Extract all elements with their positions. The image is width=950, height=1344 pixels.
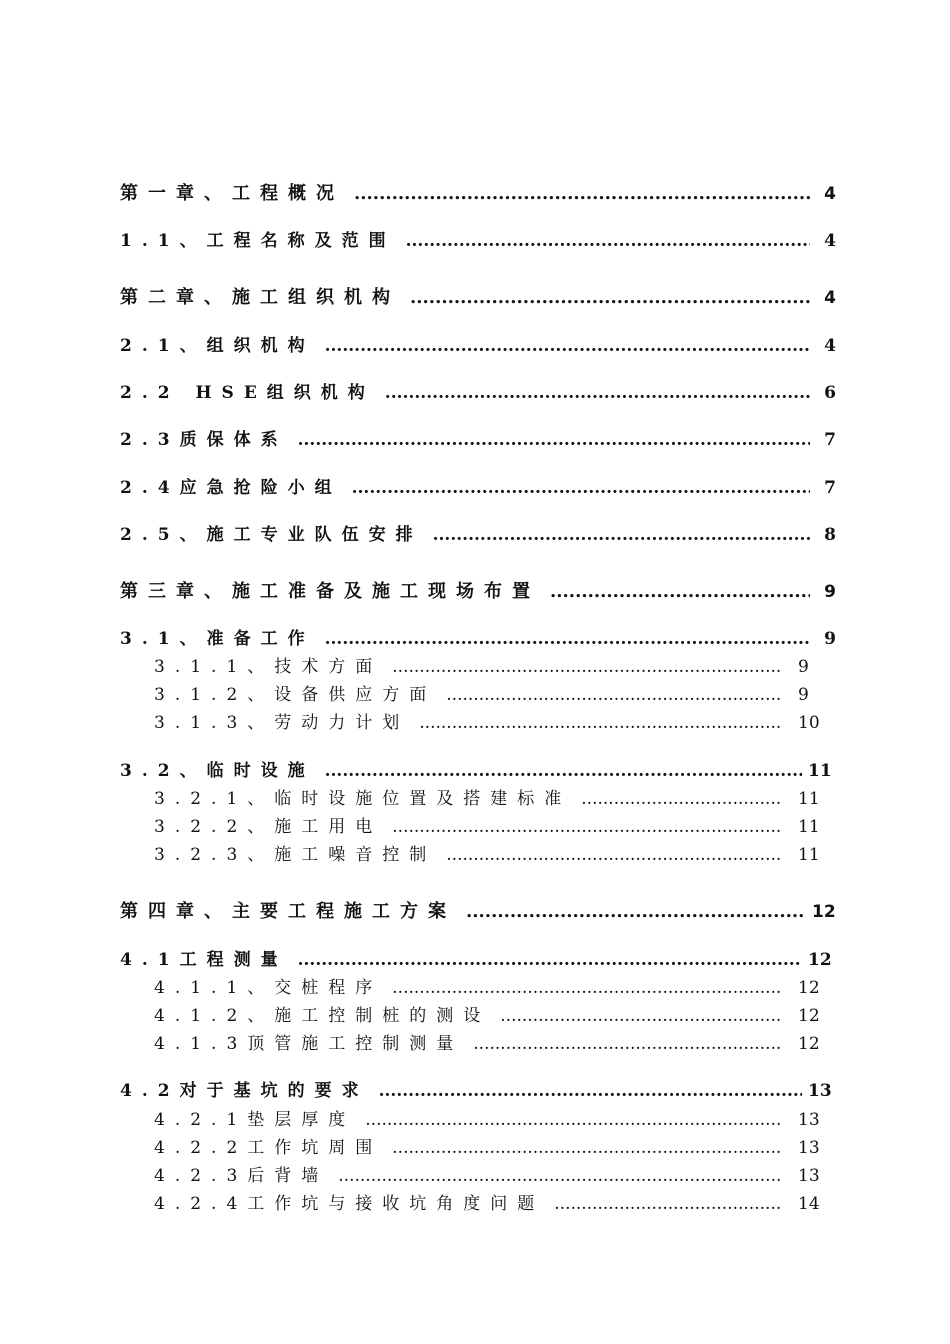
toc-entry-2-1[interactable] bbox=[120, 334, 836, 358]
toc-entry-label: 3.2.3、施工噪音控制 bbox=[154, 845, 437, 865]
toc-entry-label: 2.1、组织机构 bbox=[120, 336, 315, 356]
toc-entry-page: 9 bbox=[798, 657, 809, 677]
toc-entry-page: 12 bbox=[798, 1006, 820, 1026]
toc-entry-page: 4 bbox=[824, 288, 836, 308]
toc-entry-page: 10 bbox=[798, 713, 820, 733]
toc-entry-page: 13 bbox=[798, 1110, 820, 1130]
toc-entry-page: 12 bbox=[798, 1034, 820, 1054]
dot-leader bbox=[325, 334, 810, 358]
toc-entry-label: 4.2.3后背墙 bbox=[154, 1166, 329, 1186]
dot-leader bbox=[325, 627, 810, 651]
toc-entry-2-5[interactable] bbox=[120, 523, 836, 547]
toc-entry-label: 3.2.1、临时设施位置及搭建标准 bbox=[154, 789, 572, 809]
dot-leader bbox=[298, 428, 810, 452]
toc-entry-label: 第三章、施工准备及施工现场布置 bbox=[120, 581, 540, 602]
dot-leader bbox=[365, 1108, 780, 1132]
dot-leader bbox=[392, 976, 780, 1000]
toc-entry-page: 12 bbox=[812, 902, 836, 922]
dot-leader bbox=[354, 182, 810, 206]
dot-leader bbox=[338, 1164, 780, 1188]
dot-leader bbox=[446, 683, 780, 707]
dot-leader bbox=[410, 286, 810, 310]
toc-entry-label: 2.3质保体系 bbox=[120, 430, 288, 450]
toc-entry-label: 4.2.4工作坑与接收坑角度问题 bbox=[154, 1194, 545, 1214]
toc-entry-4-1-3[interactable] bbox=[154, 1032, 830, 1056]
dot-leader bbox=[379, 1079, 802, 1103]
toc-entry-label: 2.2 HSE组织机构 bbox=[120, 383, 375, 403]
toc-entry-label: 3.1.3、劳动力计划 bbox=[154, 713, 410, 733]
toc-entry-4-1-1[interactable] bbox=[154, 976, 830, 1000]
dot-leader bbox=[392, 1136, 780, 1160]
toc-entry-2-2[interactable] bbox=[120, 381, 836, 405]
toc-entry-chapter-1[interactable] bbox=[120, 182, 836, 206]
toc-entry-4-2-4[interactable] bbox=[154, 1192, 830, 1216]
toc-entry-label: 3.1.1、技术方面 bbox=[154, 657, 383, 677]
toc-entry-page: 13 bbox=[798, 1166, 820, 1186]
dot-leader bbox=[581, 787, 780, 811]
dot-leader bbox=[466, 900, 806, 924]
toc-entry-label: 4.1.1、交桩程序 bbox=[154, 978, 383, 998]
toc-entry-page: 9 bbox=[824, 629, 836, 649]
toc-entry-page: 11 bbox=[798, 789, 820, 809]
toc-entry-page: 12 bbox=[808, 950, 832, 970]
dot-leader bbox=[392, 815, 780, 839]
toc-entry-page: 11 bbox=[808, 761, 832, 781]
dot-leader bbox=[554, 1192, 780, 1216]
toc-entry-page: 11 bbox=[798, 845, 820, 865]
toc-entry-3-1-2[interactable] bbox=[154, 683, 830, 707]
toc-entry-label: 3.2、临时设施 bbox=[120, 761, 315, 781]
toc-entry-label: 2.5、施工专业队伍安排 bbox=[120, 525, 423, 545]
toc-entry-label: 3.1.2、设备供应方面 bbox=[154, 685, 437, 705]
dot-leader bbox=[419, 711, 780, 735]
toc-entry-3-2-3[interactable] bbox=[154, 843, 830, 867]
toc-entry-label: 4.1.3顶管施工控制测量 bbox=[154, 1034, 464, 1054]
toc-entry-chapter-2[interactable] bbox=[120, 286, 836, 310]
toc-entry-page: 7 bbox=[824, 430, 836, 450]
toc-entry-4-2-2[interactable] bbox=[154, 1136, 830, 1160]
toc-entry-page: 13 bbox=[798, 1138, 820, 1158]
toc-entry-label: 3.2.2、施工用电 bbox=[154, 817, 383, 837]
toc-entry-3-1-1[interactable] bbox=[154, 655, 830, 679]
dot-leader bbox=[352, 476, 810, 500]
toc-entry-1-1[interactable] bbox=[120, 229, 836, 253]
toc-entry-label: 4.2.1垫层厚度 bbox=[154, 1110, 356, 1130]
toc-entry-chapter-3[interactable] bbox=[120, 580, 836, 604]
toc-entry-page: 6 bbox=[824, 383, 836, 403]
toc-entry-4-2-3[interactable] bbox=[154, 1164, 830, 1188]
toc-entry-label: 2.4应急抢险小组 bbox=[120, 478, 342, 498]
toc-entry-4-2[interactable] bbox=[120, 1079, 832, 1103]
toc-entry-label: 第二章、施工组织机构 bbox=[120, 287, 400, 308]
toc-entry-3-1-3[interactable] bbox=[154, 711, 830, 735]
toc-entry-chapter-4[interactable] bbox=[120, 900, 836, 924]
toc-entry-label: 4.2对于基坑的要求 bbox=[120, 1081, 369, 1101]
toc-entry-2-4[interactable] bbox=[120, 476, 836, 500]
dot-leader bbox=[392, 655, 780, 679]
dot-leader bbox=[325, 759, 802, 783]
toc-entry-page: 9 bbox=[824, 582, 836, 602]
toc-entry-4-1-2[interactable] bbox=[154, 1004, 830, 1028]
toc-entry-label: 4.1.2、施工控制桩的测设 bbox=[154, 1006, 491, 1026]
dot-leader bbox=[385, 381, 810, 405]
toc-entry-3-2[interactable] bbox=[120, 759, 832, 783]
dot-leader bbox=[433, 523, 810, 547]
dot-leader bbox=[406, 229, 810, 253]
toc-entry-page: 4 bbox=[824, 336, 836, 356]
toc-entry-3-2-1[interactable] bbox=[154, 787, 830, 811]
toc-entry-label: 1.1、工程名称及范围 bbox=[120, 231, 396, 251]
toc-entry-4-2-1[interactable] bbox=[154, 1108, 830, 1132]
toc-entry-label: 第四章、主要工程施工方案 bbox=[120, 901, 456, 922]
toc-entry-page: 14 bbox=[798, 1194, 820, 1214]
dot-leader bbox=[550, 580, 810, 604]
dot-leader bbox=[473, 1032, 780, 1056]
toc-entry-label: 3.1、准备工作 bbox=[120, 629, 315, 649]
toc-entry-4-1[interactable] bbox=[120, 948, 832, 972]
toc-entry-page: 4 bbox=[824, 231, 836, 251]
dot-leader bbox=[446, 843, 780, 867]
toc-entry-page: 13 bbox=[808, 1081, 832, 1101]
toc-entry-3-1[interactable] bbox=[120, 627, 836, 651]
toc-entry-page: 12 bbox=[798, 978, 820, 998]
dot-leader bbox=[500, 1004, 780, 1028]
toc-entry-2-3[interactable] bbox=[120, 428, 836, 452]
dot-leader bbox=[298, 948, 802, 972]
toc-entry-page: 4 bbox=[824, 184, 836, 204]
toc-entry-page: 11 bbox=[798, 817, 820, 837]
toc-entry-3-2-2[interactable] bbox=[154, 815, 830, 839]
toc-entry-label: 4.2.2工作坑周围 bbox=[154, 1138, 383, 1158]
toc-entry-page: 8 bbox=[824, 525, 836, 545]
toc-entry-label: 第一章、工程概况 bbox=[120, 183, 344, 204]
toc-entry-page: 9 bbox=[798, 685, 809, 705]
toc-entry-label: 4.1工程测量 bbox=[120, 950, 288, 970]
toc-entry-page: 7 bbox=[824, 478, 836, 498]
